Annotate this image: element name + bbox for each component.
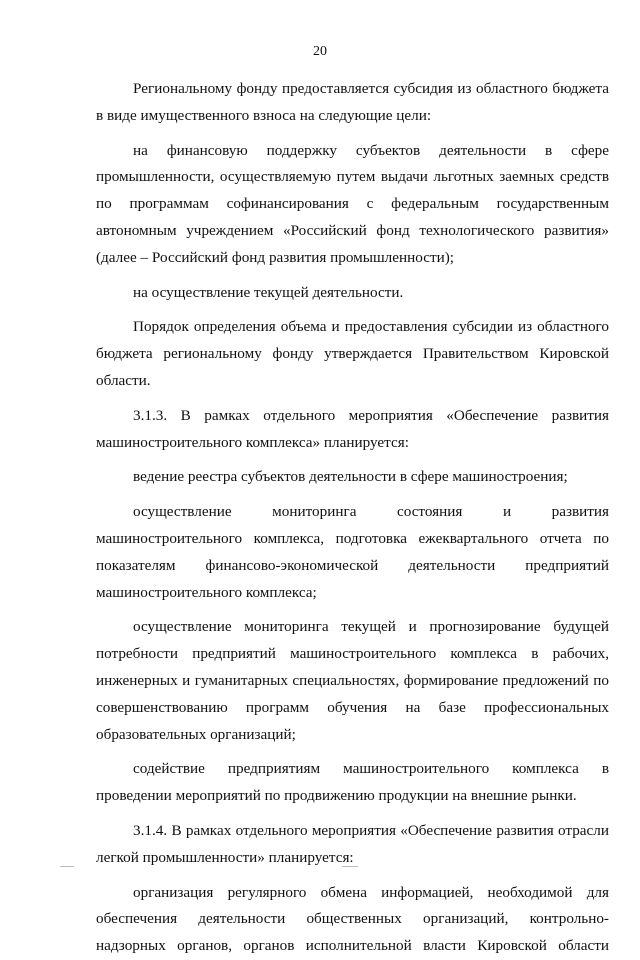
page-number: 20	[313, 44, 327, 59]
paragraph-registry: ведение реестра субъектов деятельности в сфере машиностроения;	[133, 468, 568, 486]
paragraph-subsidy-intro: Региональному фонду предоставляется субсидия из областного бюджета в виде имущественного взноса на следующие цели:	[96, 80, 609, 124]
footer-mark-left	[60, 866, 74, 867]
document-body	[96, 76, 609, 960]
paragraph-monitoring: осуществление мониторинга состояния и развития машиностроительного комплекса, подготовка ежеквартального отчета по показателям финансово-экономической деятельности предприятий машиностроительного комплекса;	[96, 503, 609, 601]
paragraph-current-activity: на осуществление текущей деятельности.	[133, 283, 404, 301]
footer-mark-center	[342, 866, 358, 867]
paragraph-forecasting: осуществление мониторинга текущей и прогнозирование будущей потребности предприятий машиностроительного комплекса в рабочих, инженерных и гуманитарных специальностях, формирование предложений по совершенствованию программ обучения на базе профессиональных образовательных организаций;	[96, 618, 609, 743]
paragraph-section-3-1-3: 3.1.3. В рамках отдельного мероприятия «Обеспечение развития машиностроительного комплекса» планируется:	[96, 406, 609, 451]
paragraph-financial-support: на финансовую поддержку субъектов деятельности в сфере промышленности, осуществляемую путем выдачи льготных заемных средств по программам софинансирования с федеральным государственным автономным учреждением «Российский фонд технологического развития» (далее – Российский фонд развития промышленности);	[96, 141, 609, 266]
paragraph-section-3-1-4: 3.1.4. В рамках отдельного мероприятия «Обеспечение развития отрасли легкой промышленности» планируется:	[96, 821, 609, 866]
paragraph-subsidy-procedure: Порядок определения объема и предоставления субсидии из областного бюджета региональному фонду утверждается Правительством Кировской области.	[96, 318, 609, 389]
paragraph-promotion: содействие предприятиям машиностроительного комплекса в проведении мероприятий по продвижению продукции на внешние рынки.	[96, 760, 609, 805]
paragraph-information-exchange: организация регулярного обмена информацией, необходимой для обеспечения деятельности общественных организаций, контрольно-надзорных органов, органов исполнительной власти Кировской области	[96, 883, 609, 955]
